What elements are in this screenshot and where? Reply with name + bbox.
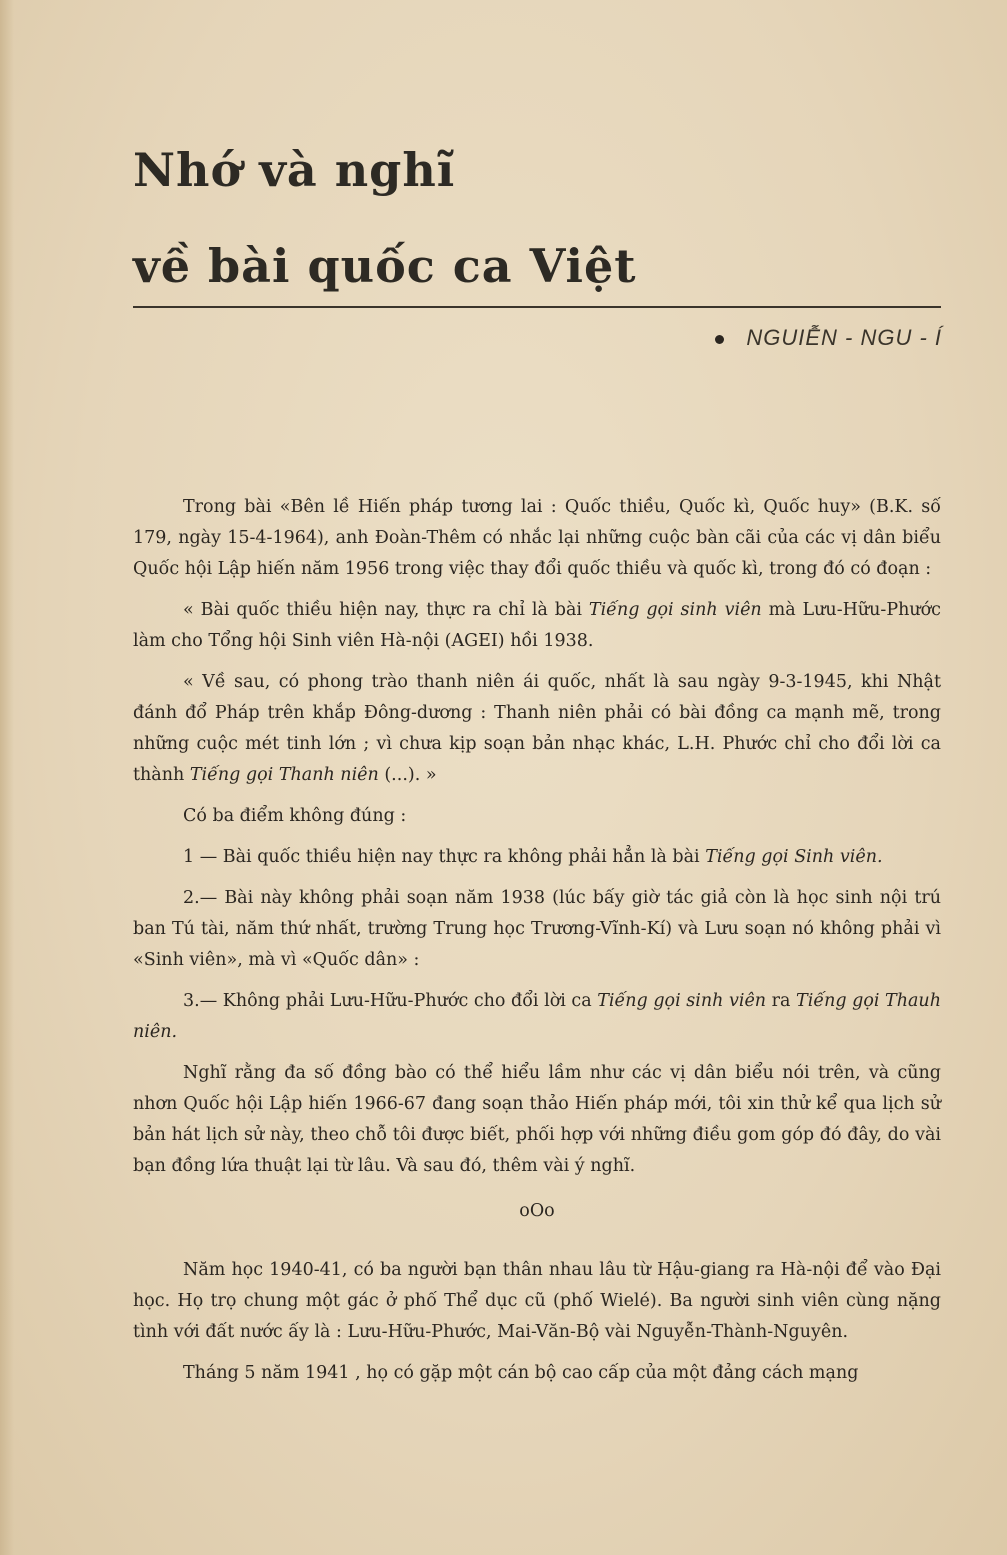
- text-run: (...). »: [378, 765, 437, 785]
- paragraph-9: Năm học 1940-41, có ba người bạn thân nhau lâu từ Hậu-giang ra Hà-nội để vào Đại học. Họ trọ chung một gác ở phố Thể dục cũ (phố Wielé). Ba người sinh viên cùng nặng tình với đất nước ấy là : Lưu-Hữu-Phước, Mai-Văn-Bộ vài Nguyễn-Thành-Nguyên.: [133, 1260, 941, 1342]
- paragraph-8: Nghĩ rằng đa số đồng bào có thể hiểu lầm như các vị dân biểu nói trên, và cũng nhơn Quốc hội Lập hiến 1966-67 đang soạn thảo Hiến pháp mới, tôi xin thử kể qua lịch sử bản hát lịch sử này, theo chỗ tôi được biết, phối hợp với những điều gom góp đó đây, do vài bạn đồng lứa thuật lại từ lâu. Và sau đó, thêm vài ý nghĩ.: [133, 1063, 941, 1176]
- text-run: mà Lưu-Hữu-Phước làm cho Tổng hội Sinh viên Hà-nội (AGEI) hồi 1938.: [133, 600, 941, 651]
- text-run: ra: [766, 991, 797, 1011]
- paragraph-10: Tháng 5 năm 1941 , họ có gặp một cán bộ cao cấp của một đảng cách mạng: [183, 1363, 859, 1383]
- paragraph-2: [133, 595, 941, 657]
- paragraph-6: 2.— Bài này không phải soạn năm 1938 (lúc bấy giờ tác giả còn là học sinh nội trú ban Tú tài, năm thứ nhất, trường Trung học Trương-Vĩnh-Kí) và Lưu soạn nó không phải vì «Sinh viên», mà vì «Quốc dân» :: [133, 888, 941, 970]
- article-title: [133, 122, 636, 314]
- title-line-2: về bài quốc ca Việt: [133, 239, 637, 293]
- italic-title: Tiếng gọi sinh viên: [597, 991, 767, 1011]
- article-body: [133, 492, 941, 1399]
- text-run: « Bài quốc thiều hiện nay, thực ra chỉ là bài: [183, 600, 589, 620]
- italic-title: Tiếng gọi Thauh niên.: [133, 991, 941, 1042]
- section-separator: oOo: [519, 1201, 555, 1221]
- text-run: 3.— Không phải Lưu-Hữu-Phước cho đổi lời ca: [183, 991, 598, 1011]
- author-byline: [715, 325, 942, 351]
- title-line-1: Nhớ và nghĩ: [133, 143, 456, 197]
- text-run: « Về sau, có phong trào thanh niên ái quốc, nhất là sau ngày 9-3-1945, khi Nhật đánh đổ Pháp trên khắp Đông-dương : Thanh niên phải có bài đồng ca mạnh mẽ, trong những cuộc mét tinh lớn ; vì chưa kịp soạn bản nhạc khác, L.H. Phước chỉ cho đổi lời ca thành: [133, 672, 941, 785]
- title-rule: [133, 306, 941, 308]
- paragraph-4: Có ba điểm không đúng :: [183, 806, 407, 826]
- paragraph-1: Trong bài «Bên lề Hiến pháp tương lai : Quốc thiều, Quốc kì, Quốc huy» (B.K. số 179, ngày 15-4-1964), anh Đoàn-Thêm có nhắc lại những cuộc bàn cãi của các vị dân biểu Quốc hội Lập hiến năm 1956 trong việc thay đổi quốc thiều và quốc kì, trong đó có đoạn :: [133, 497, 941, 579]
- italic-title: Tiếng gọi Thanh niên: [189, 765, 379, 785]
- italic-title: Tiếng gọi sinh viên: [588, 600, 762, 620]
- paragraph-5: [133, 842, 941, 873]
- italic-title: Tiếng gọi Sinh viên.: [705, 847, 883, 867]
- page-edge-shadow: [0, 0, 14, 1555]
- paragraph-3: [133, 667, 941, 791]
- author-name: NGUIỄN - NGU - Í: [746, 325, 942, 350]
- paragraph-7: [133, 986, 941, 1048]
- text-run: 1 — Bài quốc thiều hiện nay thực ra không phải hẳn là bài: [183, 847, 706, 867]
- bullet-icon: [715, 335, 724, 344]
